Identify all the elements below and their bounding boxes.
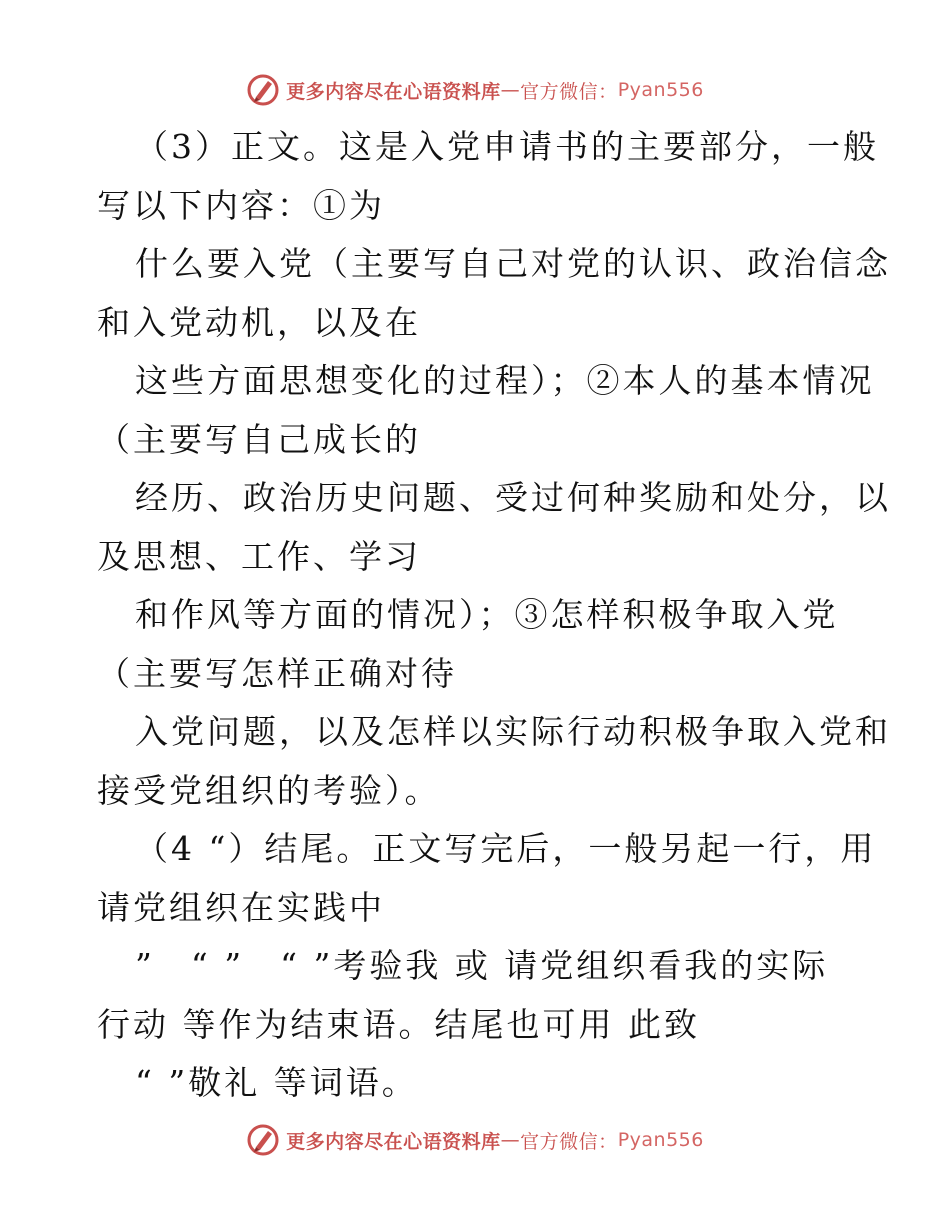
pen-logo-icon xyxy=(246,1123,280,1157)
text-line: （主要写怎样正确对待 xyxy=(97,653,457,693)
watermark-brand: 更多内容尽在心语资料库 xyxy=(286,80,501,103)
watermark-separator: — xyxy=(500,79,521,101)
header-watermark xyxy=(0,70,950,110)
pen-logo-icon xyxy=(246,73,280,107)
watermark-wechat-id: Pyan556 xyxy=(617,79,704,101)
text-line: 这些方面思想变化的过程）；②本人的基本情况 xyxy=(135,361,875,400)
text-line: （主要写自己成长的 xyxy=(97,419,421,459)
text-line: 接受党组织的考验）。 xyxy=(97,770,441,810)
text-line: 入党问题，以及怎样以实际行动积极争取入党和 xyxy=(135,712,891,751)
watermark-wechat-id: Pyan556 xyxy=(617,1129,704,1151)
watermark-official-label: 官方微信： xyxy=(520,80,618,103)
watermark-separator: — xyxy=(500,1129,521,1151)
text-line: 写以下内容：①为 xyxy=(97,185,385,225)
text-line: （3）正文。这是入党申请书的主要部分，一般 xyxy=(135,127,879,166)
text-line: 行动 等作为结束语。结尾也可用 此致 xyxy=(97,1004,700,1044)
text-line: 什么要入党（主要写自己对党的认识、政治信念 xyxy=(135,244,891,283)
text-line: 及思想、工作、学习 xyxy=(97,536,421,576)
footer-watermark xyxy=(0,1120,950,1160)
document-body xyxy=(97,118,891,1113)
text-line: （4 “）结尾。正文写完后，一般另起一行，用 xyxy=(135,829,877,868)
watermark-brand: 更多内容尽在心语资料库 xyxy=(286,1130,501,1153)
text-line: 经历、政治历史问题、受过何种奖励和处分，以 xyxy=(135,478,891,517)
text-line: 和入党动机，以及在 xyxy=(97,302,421,342)
text-line: 和作风等方面的情况）；③怎样积极争取入党 xyxy=(135,595,839,634)
text-line: ” “ ” “ ”考验我 或 请党组织看我的实际 xyxy=(135,946,829,985)
watermark-official-label: 官方微信： xyxy=(520,1130,618,1153)
text-line: “ ”敬礼 等词语。 xyxy=(135,1063,418,1102)
text-line: 请党组织在实践中 xyxy=(97,887,385,927)
